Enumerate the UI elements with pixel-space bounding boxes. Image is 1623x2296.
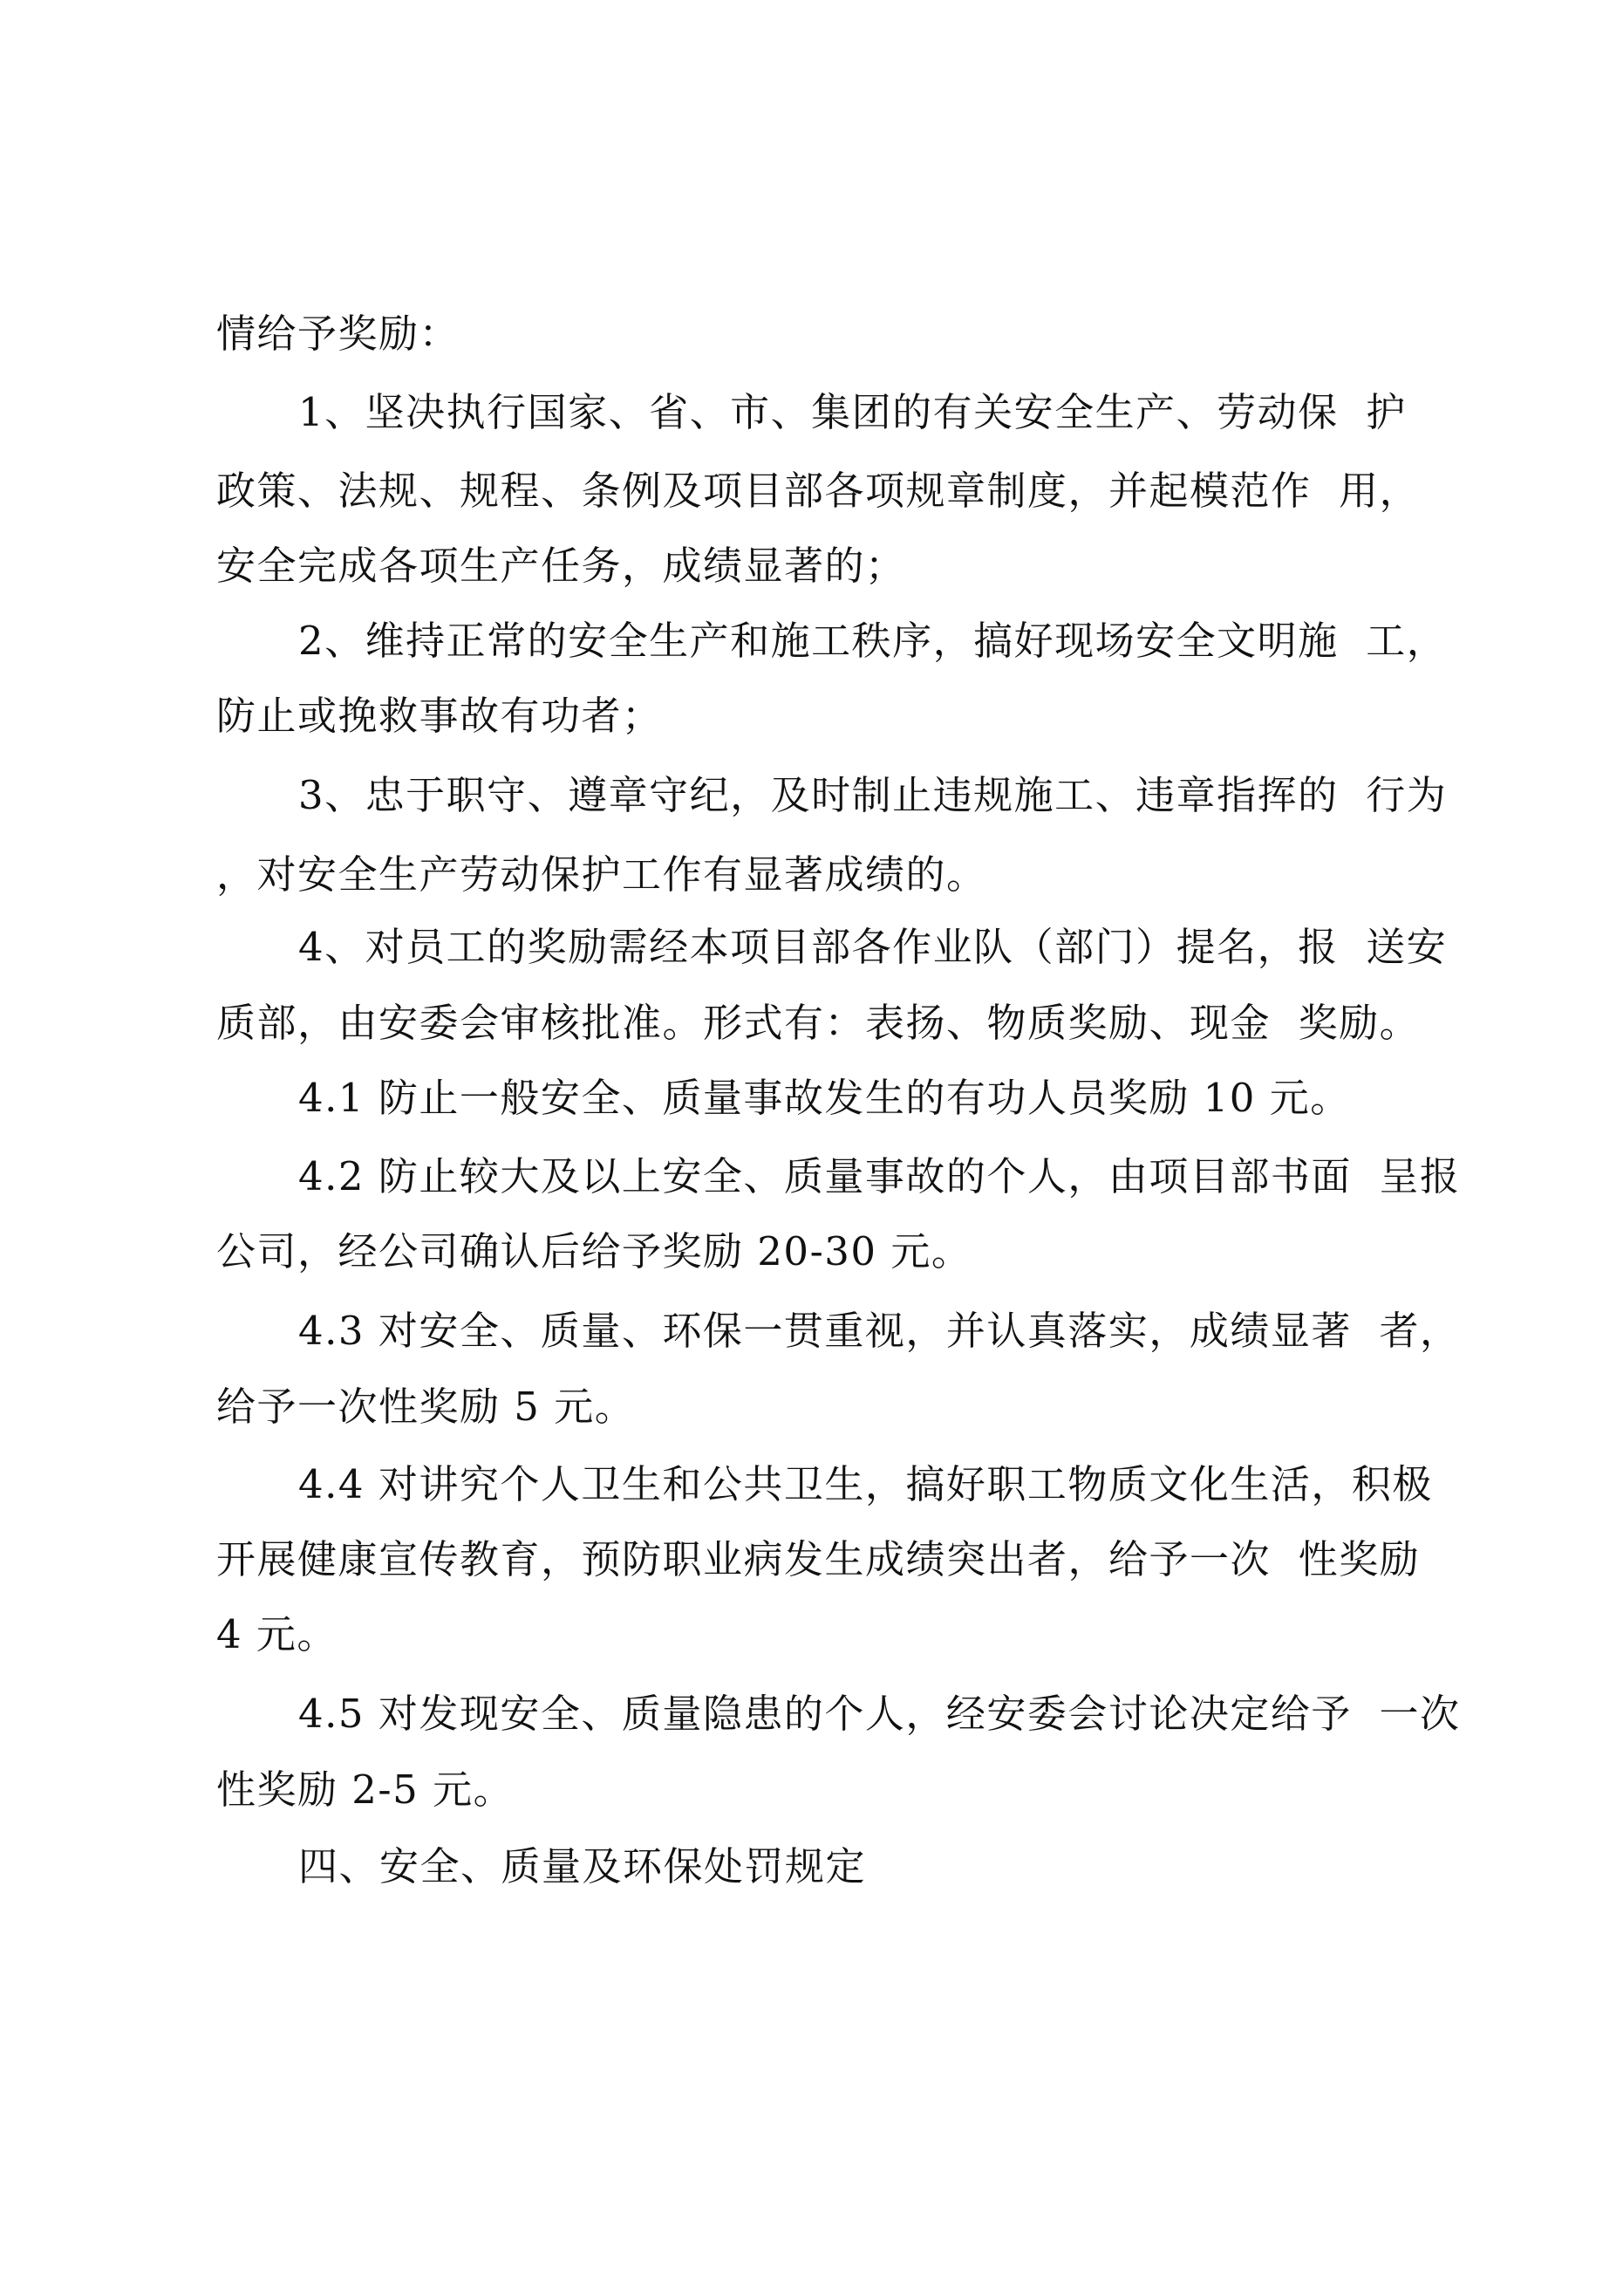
text-line: 质部，由安委会审核批准。形式有：表扬、物质奖励、现金 奖励。 — [216, 1000, 1421, 1046]
text-line: 1、坚决执行国家、省、市、集团的有关安全生产、劳动保 护 — [298, 389, 1407, 435]
text-line: 公司，经公司确认后给予奖励 20-30 元。 — [216, 1228, 972, 1274]
text-line: 4 元。 — [216, 1611, 338, 1657]
text-line: 4.5 对发现安全、质量隐患的个人，经安委会讨论决定给予 一次 — [298, 1691, 1461, 1737]
text-line: 4.2 防止较大及以上安全、质量事故的个人，由项目部书面 呈报 — [298, 1153, 1461, 1199]
text-line: 给予一次性奖励 5 元。 — [216, 1384, 636, 1430]
text-line: 开展健康宣传教育，预防职业病发生成绩突出者，给予一次 性奖励 — [216, 1536, 1421, 1582]
text-line: 防止或挽救事故有功者； — [216, 693, 663, 739]
text-line: 4.4 对讲究个人卫生和公共卫生，搞好职工物质文化生活，积极 — [298, 1461, 1433, 1507]
text-line: 4.1 防止一般安全、质量事故发生的有功人员奖励 10 元。 — [298, 1075, 1351, 1121]
text-line: 安全完成各项生产任务，成绩显著的； — [216, 543, 906, 589]
text-line: 4、对员工的奖励需经本项目部各作业队（部门）提名，报 送安 — [298, 924, 1448, 970]
text-line: 政策、法规、规程、条例及项目部各项规章制度，并起模范作 用， — [216, 468, 1421, 514]
section-heading: 四、安全、质量及环保处罚规定 — [298, 1843, 867, 1889]
text-line: 4.3 对安全、质量、环保一贯重视，并认真落实，成绩显著 者， — [298, 1308, 1461, 1354]
text-line: 3、忠于职守、遵章守纪，及时制止违规施工、违章指挥的 行为 — [298, 772, 1448, 818]
text-line: 2、维持正常的安全生产和施工秩序，搞好现场安全文明施 工， — [298, 618, 1448, 664]
text-line: 情给予奖励： — [216, 311, 460, 357]
text-line: ，对安全生产劳动保护工作有显著成绩的。 — [216, 851, 987, 898]
text-line: 性奖励 2-5 元。 — [216, 1766, 515, 1813]
